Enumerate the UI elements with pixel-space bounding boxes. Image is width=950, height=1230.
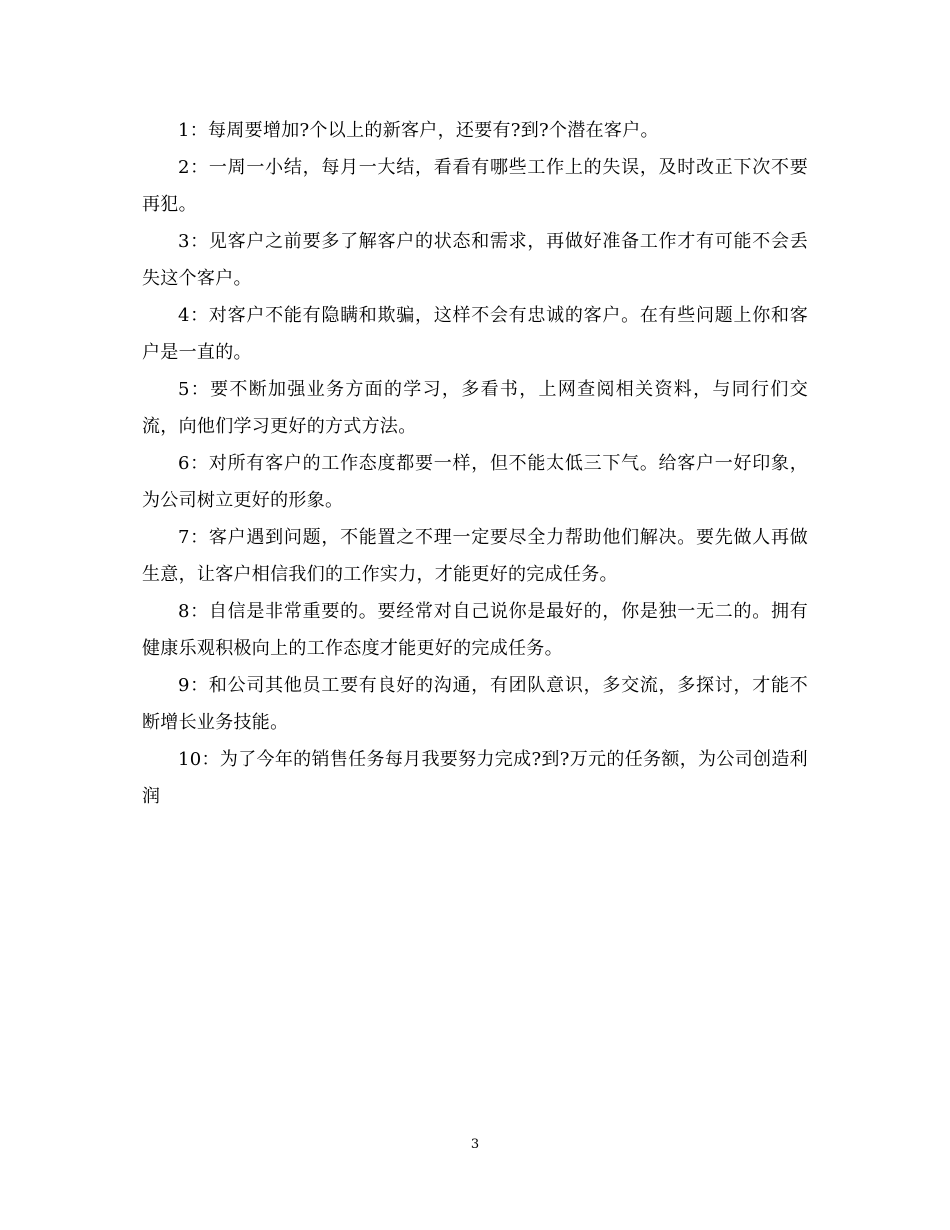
paragraph-6: 6：对所有客户的工作态度都要一样，但不能太低三下气。给客户一好印象，为公司树立更好的形象。 [142,453,808,511]
paragraph-5: 5：要不断加强业务方面的学习，多看书，上网查阅相关资料，与同行们交流，向他们学习更好的方式方法。 [142,379,808,437]
paragraph-1: 1：每周要增加?个以上的新客户，还要有?到?个潜在客户。 [178,120,659,141]
document-body [142,112,808,815]
page-number: 3 [470,1137,480,1152]
paragraph-2: 2：一周一小结，每月一大结，看看有哪些工作上的失误，及时改正下次不要再犯。 [142,157,808,215]
paragraph-3: 3：见客户之前要多了解客户的状态和需求，再做好准备工作才有可能不会丢失这个客户。 [142,231,808,289]
paragraph-4: 4：对客户不能有隐瞒和欺骗，这样不会有忠诚的客户。在有些问题上你和客户是一直的。 [142,305,808,363]
paragraph-7: 7：客户遇到问题，不能置之不理一定要尽全力帮助他们解决。要先做人再做生意，让客户相信我们的工作实力，才能更好的完成任务。 [142,527,808,585]
paragraph-10: 10：为了今年的销售任务每月我要努力完成?到?万元的任务额，为公司创造利润 [142,749,808,807]
paragraph-8: 8：自信是非常重要的。要经常对自己说你是最好的，你是独一无二的。拥有健康乐观积极向上的工作态度才能更好的完成任务。 [142,601,808,659]
paragraph-9: 9：和公司其他员工要有良好的沟通，有团队意识，多交流，多探讨，才能不断增长业务技能。 [142,675,808,733]
